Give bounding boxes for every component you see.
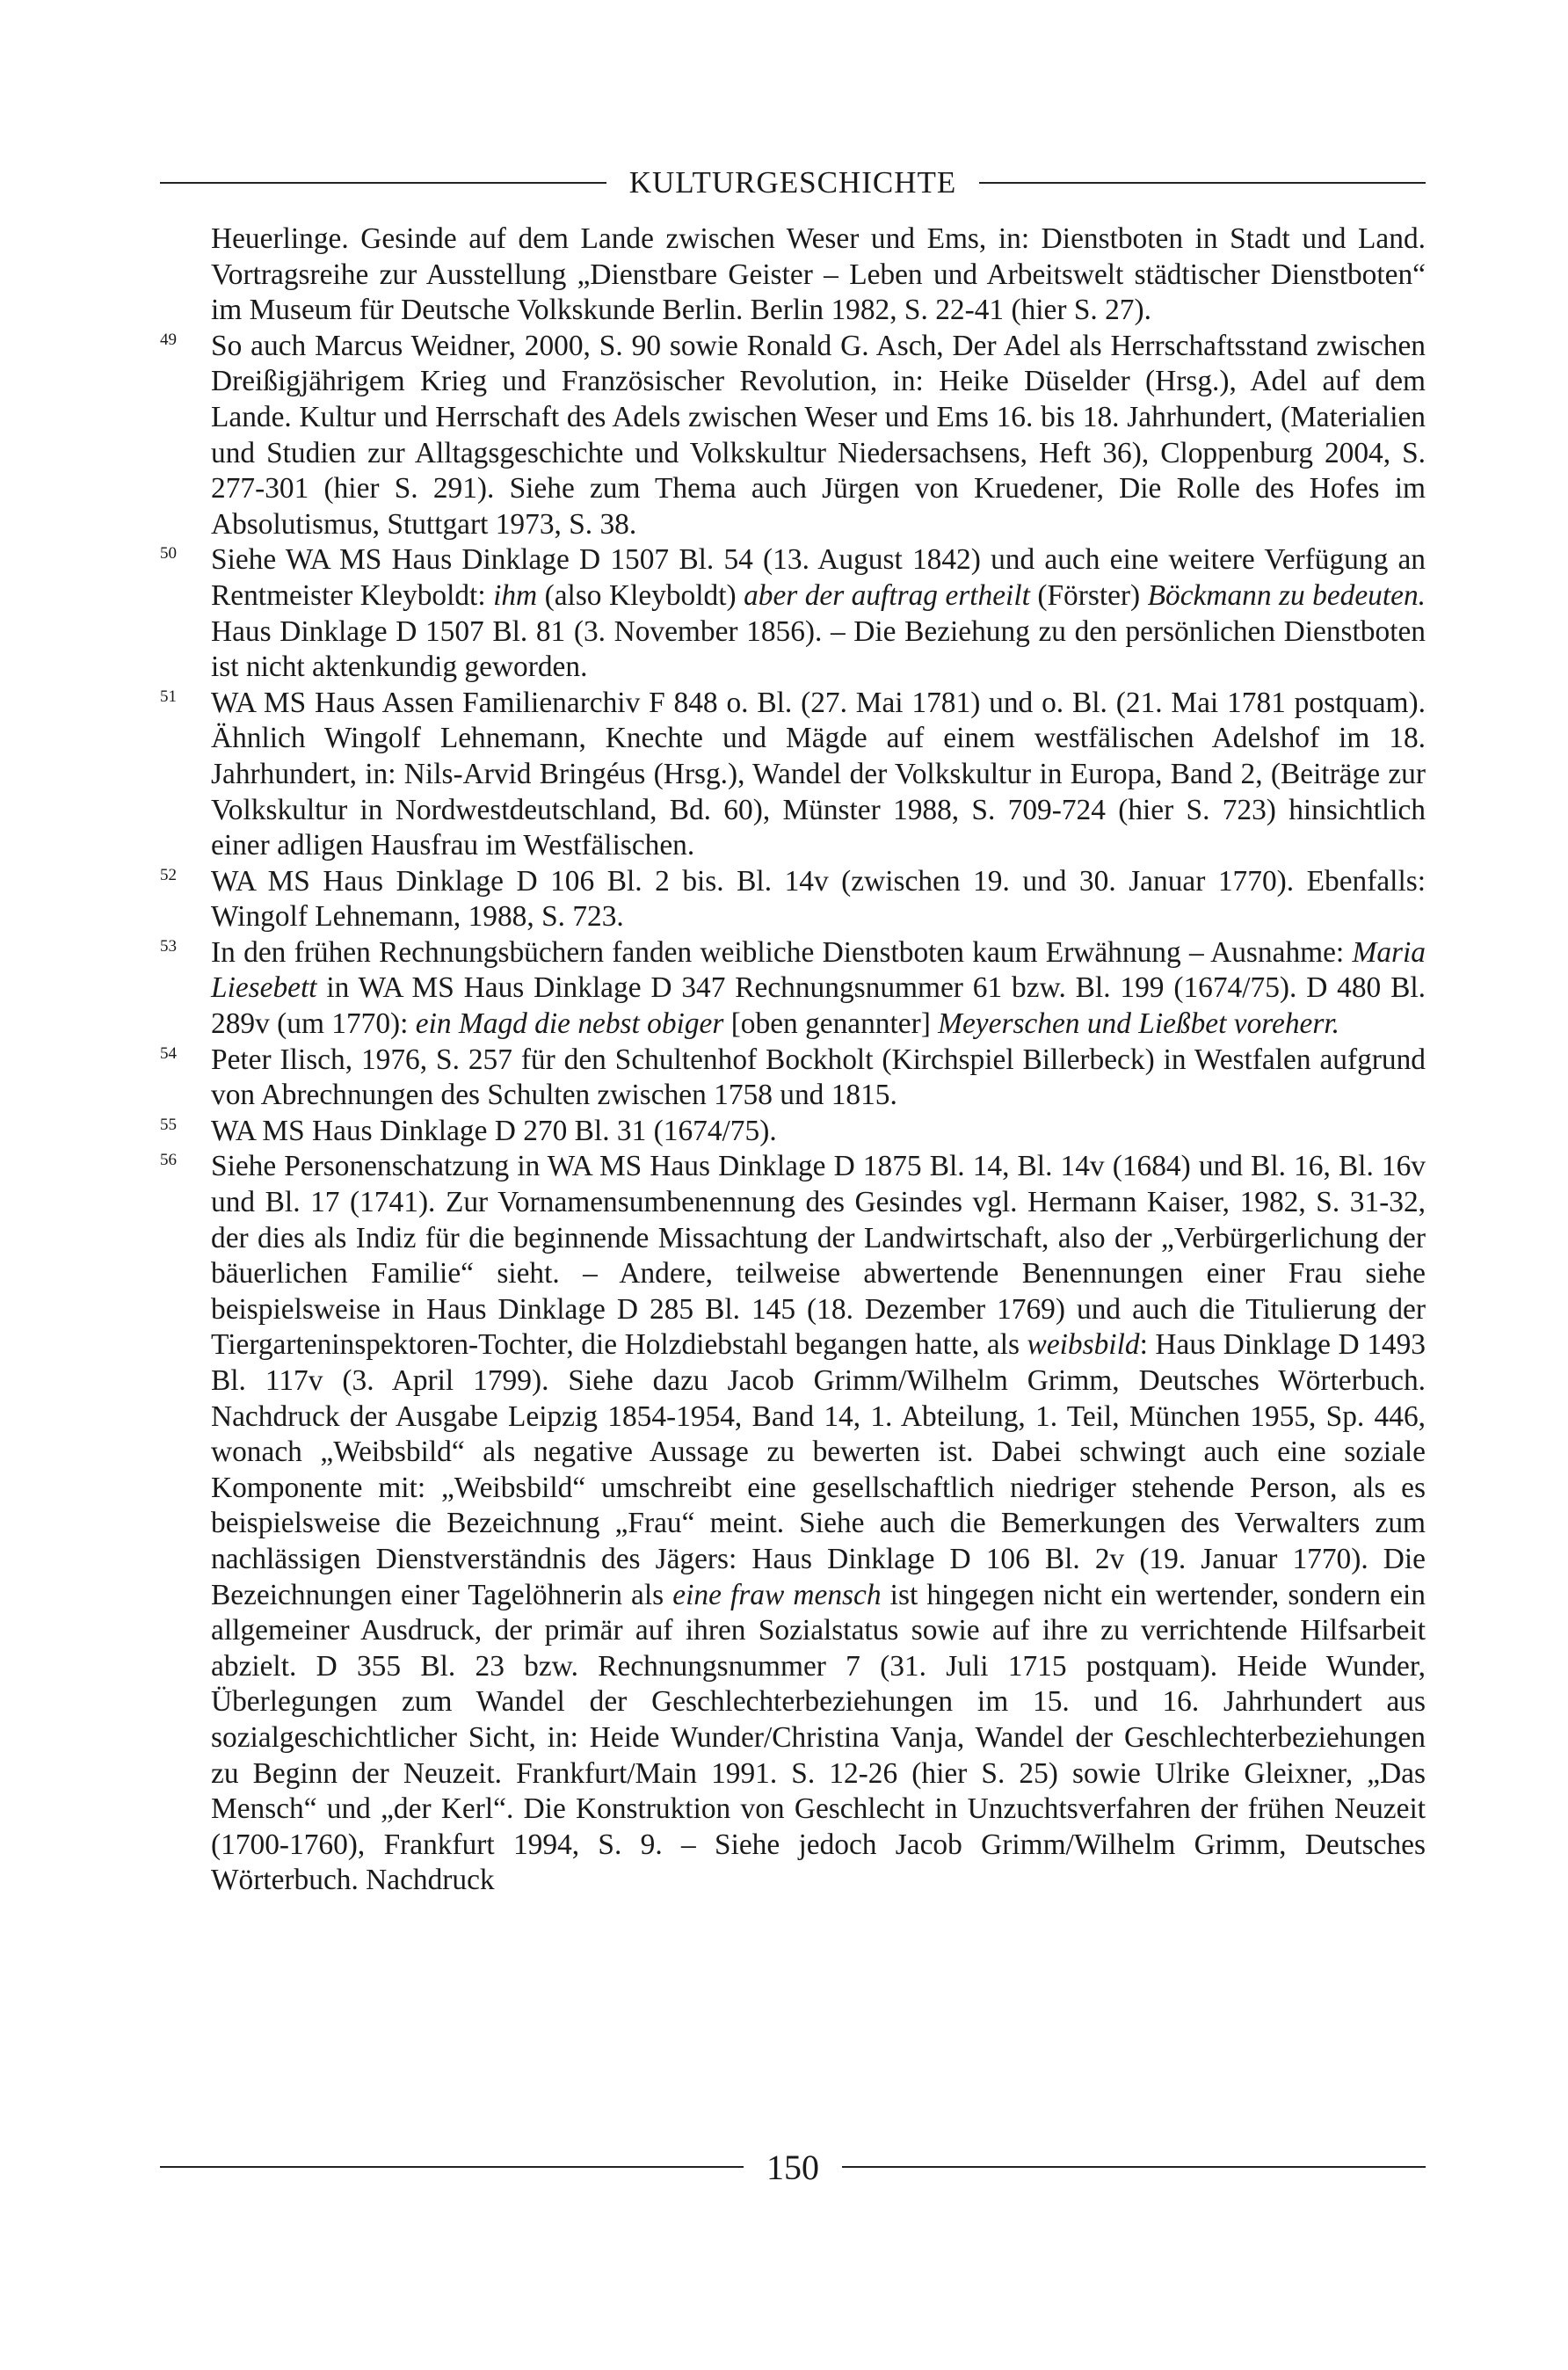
italic-quote: Meyerschen und Ließbet voreherr.	[938, 1007, 1339, 1041]
footnote-50	[160, 542, 1426, 685]
footnote-number: 49	[160, 330, 177, 349]
italic-quote: aber der auftrag ertheilt	[744, 578, 1030, 612]
footnote-number: 55	[160, 1115, 177, 1134]
footnote-53	[160, 935, 1426, 1043]
footer-rule-right	[842, 2166, 1426, 2168]
footer-rule-left	[160, 2166, 744, 2168]
footnote-text: WA MS Haus Dinklage D 270 Bl. 31 (1674/75).	[211, 1114, 777, 1147]
footnote-number: 51	[160, 687, 177, 706]
footnote-text: Siehe WA MS Haus Dinklage D 1507 Bl. 54 (13. August 1842) und auch eine weitere Verfügung an Rentmeister Kleyboldt: ihm (also Kleyboldt) aber der auftrag ertheilt (Förster) Böckmann zu bedeuten. Haus Dinklage D 1507 Bl. 81 (3. November 1856). – Die Beziehung zu den persönlichen Dienstboten ist nicht aktenkundig geworden.	[211, 543, 1426, 684]
italic-quote: eine fraw mensch	[672, 1578, 882, 1611]
footnotes-block	[160, 222, 1426, 1899]
footnote-number: 53	[160, 936, 177, 956]
footnote-text: WA MS Haus Dinklage D 106 Bl. 2 bis. Bl. 14v (zwischen 19. und 30. Januar 1770). Ebenfalls: Wingolf Lehnemann, 1988, S. 723.	[211, 864, 1426, 934]
italic-quote: Maria Liesebett	[211, 935, 1426, 1005]
footnote-number: 52	[160, 865, 177, 884]
footnote-54	[160, 1043, 1426, 1114]
footnote-52	[160, 864, 1426, 935]
footnote-text: WA MS Haus Assen Familienarchiv F 848 o. Bl. (27. Mai 1781) und o. Bl. (21. Mai 1781 postquam). Ähnlich Wingolf Lehnemann, Knechte und Mägde auf einem westfälischen Adelshof im 18. Jahrhundert, in: Nils-Arvid Bringéus (Hrsg.), Wandel der Volkskultur in Europa, Band 2, (Beiträge zur Volkskultur in Nordwestdeutschland, Bd. 60), Münster 1988, S. 709-724 (hier S. 723) hinsichtlich einer adligen Hausfrau im Westfälischen.	[211, 686, 1426, 862]
italic-quote: ein Magd die nebst obiger	[415, 1007, 724, 1041]
running-head-title: KULTURGESCHICHTE	[628, 165, 957, 200]
footnote-number: 50	[160, 544, 177, 563]
page-footer	[160, 2142, 1426, 2192]
footnote-text: Heuerlinge. Gesinde auf dem Lande zwischen Weser und Ems, in: Dienstboten in Stadt und Land. Vortragsreihe zur Ausstellung „Dienstbare Geister – Leben und Arbeitswelt städtischer Dienstboten“ im Museum für Deutsche Volkskunde Berlin. Berlin 1982, S. 22-41 (hier S. 27).	[211, 222, 1426, 327]
footnote-text: In den frühen Rechnungsbüchern fanden weibliche Dienstboten kaum Erwähnung – Ausnahme: Maria Liesebett in WA MS Haus Dinklage D 347 Rechnungsnummer 61 bzw. Bl. 199 (1674/75). D 480 Bl. 289v (um 1770): ein Magd die nebst obiger [oben genannter] Meyerschen und Ließbet voreherr.	[211, 935, 1426, 1041]
footnote-51	[160, 686, 1426, 864]
footnote-49	[160, 329, 1426, 543]
footnote-text: Peter Ilisch, 1976, S. 257 für den Schultenhof Bockholt (Kirchspiel Billerbeck) in Westfalen aufgrund von Abrechnungen des Schulten zwischen 1758 und 1815.	[211, 1043, 1426, 1112]
header-rule-right	[979, 182, 1426, 184]
page-number: 150	[766, 2147, 819, 2187]
footnote-55	[160, 1114, 1426, 1150]
footnote-56	[160, 1149, 1426, 1898]
header-rule-left	[160, 182, 606, 184]
italic-quote: weibsbild	[1027, 1328, 1140, 1362]
footnote-text: So auch Marcus Weidner, 2000, S. 90 sowie Ronald G. Asch, Der Adel als Herrschaftsstand zwischen Dreißigjährigem Krieg und Französischer Revolution, in: Heike Düselder (Hrsg.), Adel auf dem Lande. Kultur und Herrschaft des Adels zwischen Weser und Ems 16. bis 18. Jahrhundert, (Materialien und Studien zur Alltagsgeschichte und Volkskultur Niedersachsens, Heft 36), Cloppenburg 2004, S. 277-301 (hier S. 291). Siehe zum Thema auch Jürgen von Kruedener, Die Rolle des Hofes im Absolutismus, Stuttgart 1973, S. 38.	[211, 329, 1426, 541]
footnote-continuation	[160, 222, 1426, 329]
running-header	[160, 156, 1426, 209]
italic-quote: Böckmann zu bedeuten.	[1147, 578, 1426, 612]
italic-quote: ihm	[493, 578, 538, 612]
footnote-text: Siehe Personenschatzung in WA MS Haus Dinklage D 1875 Bl. 14, Bl. 14v (1684) und Bl. 16, Bl. 16v und Bl. 17 (1741). Zur Vornamensumbenennung des Gesindes vgl. Hermann Kaiser, 1982, S. 31-32, der dies als Indiz für die beginnende Missachtung der Landwirtschaft, also der „Verbürgerlichung der bäuerlichen Familie“ sieht. – Andere, teilweise abwertende Benennungen einer Frau siehe beispielsweise in Haus Dinklage D 285 Bl. 145 (18. Dezember 1769) und auch die Titulierung der Tiergarteninspektoren-Tochter, die Holzdiebstahl begangen hatte, als weibsbild: Haus Dinklage D 1493 Bl. 117v (3. April 1799). Siehe dazu Jacob Grimm/Wilhelm Grimm, Deutsches Wörterbuch. Nachdruck der Ausgabe Leipzig 1854-1954, Band 14, 1. Abteilung, 1. Teil, München 1955, Sp. 446, wonach „Weibsbild“ als negative Aussage zu bewerten ist. Dabei schwingt auch eine soziale Komponente mit: „Weibsbild“ umschreibt eine gesellschaftlich niedriger stehende Person, als es beispielsweise die Bezeichnung „Frau“ meint. Siehe auch die Bemerkungen des Verwalters zum nachlässigen Dienstverständnis des Jägers: Haus Dinklage D 106 Bl. 2v (19. Januar 1770). Die Bezeichnungen einer Tagelöhnerin als eine fraw mensch ist hingegen nicht ein wertender, sondern ein allgemeiner Ausdruck, der primär auf ihren Sozialstatus sowie auf ihre zu verrichtende Hilfsarbeit abzielt. D 355 Bl. 23 bzw. Rechnungsnummer 7 (31. Juli 1715 postquam). Heide Wunder, Überlegungen zum Wandel der Geschlechterbeziehungen im 15. und 16. Jahrhundert aus sozialgeschichtlicher Sicht, in: Heide Wunder/Christina Vanja, Wandel der Geschlechterbeziehungen zu Beginn der Neuzeit. Frankfurt/Main 1991. S. 12-26 (hier S. 25) sowie Ulrike Gleixner, „Das Mensch“ und „der Kerl“. Die Konstruktion von Geschlecht in Unzuchtsverfahren der frühen Neuzeit (1700-1760), Frankfurt 1994, S. 9. – Siehe jedoch Jacob Grimm/Wilhelm Grimm, Deutsches Wörterbuch. Nachdruck	[211, 1150, 1426, 1897]
footnote-number: 56	[160, 1151, 177, 1170]
footnote-number: 54	[160, 1043, 177, 1063]
